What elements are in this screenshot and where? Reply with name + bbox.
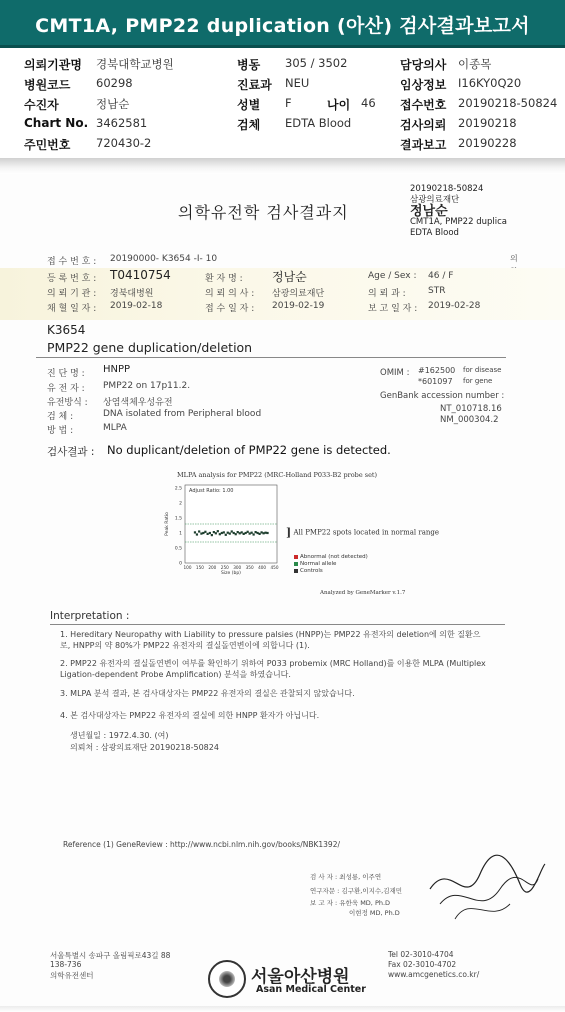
omim-gene-note: for gene: [463, 377, 493, 385]
data-point: [200, 533, 202, 535]
address-line: 의학유전센터: [50, 971, 94, 980]
data-point: [231, 530, 233, 532]
data-point: [260, 531, 262, 533]
x-tick-label: 100: [183, 565, 192, 570]
patient-label: 환 자 명 :: [205, 274, 243, 284]
data-point: [223, 531, 225, 533]
data-point: [233, 532, 235, 534]
address-line: 138-736: [50, 960, 82, 969]
detail-label: 검 체 :: [47, 412, 74, 422]
y-tick-label: 2.5: [174, 486, 182, 492]
detail-value: PMP22 on 17p11.2.: [103, 381, 191, 391]
data-point: [235, 533, 237, 535]
detail-value: DNA isolated from Peripheral blood: [103, 409, 262, 419]
hospital-name-ko: 서울아산병원: [251, 967, 350, 987]
value: 20190228: [458, 136, 517, 150]
legend-swatch: [294, 555, 298, 559]
interp-paragraph: 1. Hereditary Neuropathy with Liability to pressure palsies (HNPP)는 PMP22 유전자의 deletion에 의한 질환으로, HNPP의 약 80%가 PMP22 유전자의 결실돌연변이에 의합니다 (1).: [60, 630, 481, 650]
interp-paragraph: 2. PMP22 유전자의 결실돌연변이 여부를 확인하기 위하여 P033 probemix (MRC Holland)를 이용한 MLPA (Multiplex Ligation-dependent Probe Amplification) 분석을 하였습니다.: [60, 659, 486, 679]
summary-row: [0, 136, 565, 154]
label: 주민번호: [24, 138, 71, 152]
page-bottom-edge: [0, 1006, 565, 1012]
detail-label: 진 단 명 :: [47, 369, 85, 379]
summary-panel: [0, 52, 565, 158]
sample-label-sticker: [410, 184, 507, 239]
data-point: [237, 531, 239, 533]
y-tick-label: 0.5: [174, 546, 182, 552]
value: 이종목: [458, 57, 492, 71]
data-point: [204, 531, 206, 533]
value: 정남순: [96, 97, 130, 111]
label: 병원코드: [24, 78, 71, 92]
data-point: [241, 531, 243, 533]
inst-label: 의 뢰 기 관 :: [47, 289, 97, 299]
receipt-label: 접 수 번 호 :: [47, 257, 97, 267]
test-code: K3654: [47, 323, 86, 337]
dept-value: STR: [428, 286, 446, 296]
divider: [50, 624, 505, 625]
receipt-value: 20190000- K3654 -I- 10: [110, 254, 218, 264]
data-point: [245, 532, 247, 534]
draw-label: 채 혈 일 자 :: [47, 304, 97, 314]
chart-footer: Analyzed by GeneMarker v.1.7: [320, 590, 406, 596]
detail-label: 방 법 :: [47, 426, 74, 436]
data-point: [251, 532, 253, 534]
data-point: [215, 532, 217, 534]
data-point: [213, 531, 215, 533]
value: 3462581: [96, 116, 148, 130]
label: 성별: [237, 98, 261, 112]
omim-gene: *601097: [418, 377, 453, 386]
detail-value: 상염색체우성유전: [103, 398, 173, 408]
data-point: [247, 531, 249, 533]
legend-swatch: [294, 562, 298, 566]
label: 진료과: [237, 78, 272, 92]
hospital-name-en: Asan Medical Center: [256, 984, 366, 995]
interp-paragraph: 3. MLPA 분석 결과, 본 검사대상자는 PMP22 유전자의 결실은 관찰되지 않았습니다.: [60, 689, 355, 698]
data-point: [198, 530, 200, 532]
data-point: [225, 534, 227, 536]
value: 46: [361, 96, 376, 110]
x-tick-label: 450: [270, 565, 279, 570]
data-point: [264, 532, 266, 534]
reg-label: 등 록 번 호 :: [47, 274, 97, 284]
summary-row: [0, 96, 565, 114]
y-tick-label: 1.5: [174, 516, 182, 522]
legend-entry: [294, 554, 368, 561]
x-tick-label: 350: [245, 565, 254, 570]
reg-value: T0410754: [110, 268, 171, 282]
vertical-dept-label: 의: [510, 254, 518, 263]
detail-label: 유 전 자 :: [47, 384, 85, 394]
x-tick-label: 150: [195, 565, 204, 570]
legend-label: Normal allele: [300, 561, 337, 567]
inst-value: 경북대병원: [110, 289, 154, 299]
summary-row: [0, 56, 565, 74]
genbank-acc: NT_010718.16: [440, 404, 502, 414]
omim-disease: #162500: [418, 366, 456, 375]
annotation-text: All PMP22 spots located in normal range: [293, 528, 440, 537]
legend-entry: [294, 561, 368, 568]
staff-line: 연구자문 : 김구환,이지수,김재민: [310, 887, 403, 895]
summary-row: [0, 76, 565, 94]
contact-line: www.amcgenetics.co.kr/: [388, 970, 480, 979]
value: NEU: [285, 76, 310, 90]
sticker-line: 삼광의료재단: [410, 195, 460, 205]
label: 접수번호: [400, 98, 447, 112]
doctor-value: 삼광의료재단: [272, 289, 325, 299]
recv-value: 2019-02-19: [272, 301, 325, 311]
data-point: [262, 532, 264, 534]
label: 나이: [327, 98, 351, 112]
doctor-label: 의 뢰 의 사 :: [205, 289, 255, 299]
label: 담당의사: [400, 58, 447, 72]
address-line: 서울특별시 송파구 올림픽로43길 88: [50, 951, 171, 960]
agesex-value: 46 / F: [428, 271, 454, 281]
omim-label: OMIM :: [380, 368, 410, 378]
report-title: CMT1A, PMP22 duplication (아산) 검사결과보고서: [35, 15, 530, 37]
genbank-label: GenBank accession number :: [380, 391, 505, 401]
inset-label: Adjust Ratio: 1.00: [189, 488, 234, 494]
data-point: [227, 532, 229, 534]
agesex-label: Age / Sex :: [368, 271, 417, 281]
staff-line: 검 사 자 : 최성룡, 이주연: [310, 873, 382, 881]
result-value: No duplicant/deletion of PMP22 gene is detected.: [107, 443, 391, 457]
draw-value: 2019-02-18: [110, 301, 163, 311]
contact-line: Fax 02-3010-4702: [388, 960, 457, 969]
result-row: [47, 443, 391, 459]
label: 의뢰기관명: [24, 58, 82, 72]
summary-row: [0, 116, 565, 134]
y-tick-label: 0: [179, 561, 182, 567]
dept-label: 의 뢰 과 :: [368, 289, 406, 299]
label: 수진자: [24, 98, 59, 112]
value: F: [285, 96, 292, 110]
value: I16KY0Q20: [458, 76, 522, 90]
data-point: [219, 533, 221, 535]
sticker-line: 20190218-50824: [410, 184, 484, 194]
divider: [36, 357, 506, 358]
asan-logo-icon: [208, 960, 246, 998]
data-point: [202, 532, 204, 534]
value: 720430-2: [96, 136, 152, 150]
data-point: [196, 533, 198, 535]
data-point: [258, 533, 260, 535]
detail-value: HNPP: [103, 364, 131, 375]
label: 임상정보: [400, 78, 447, 92]
test-name: PMP22 gene duplication/deletion: [47, 340, 253, 355]
data-point: [253, 533, 255, 535]
chart-title: MLPA analysis for PMP22 (MRC-Holland P033-B2 probe set): [177, 471, 378, 479]
sticker-line: CMT1A, PMP22 duplica: [410, 217, 507, 227]
data-point: [209, 532, 211, 534]
document-title: 의학유전학 검사결과지: [178, 203, 349, 222]
chart-legend: [294, 554, 368, 575]
value: 60298: [96, 76, 133, 90]
x-axis-label: Size (bp): [221, 571, 241, 576]
y-tick-label: 2: [179, 501, 182, 507]
interp-paragraph: 4. 본 검사대상자는 PMP22 유전자의 결실에 의한 HNPP 환자가 아닙니다.: [60, 711, 320, 720]
recv-label: 접 수 일 자 :: [205, 304, 255, 314]
detail-label: 유전방식 :: [47, 398, 88, 408]
detail-value: MLPA: [103, 423, 127, 433]
contact-line: Tel 02-3010-4704: [388, 950, 454, 959]
sticker-line: EDTA Blood: [410, 228, 459, 238]
report-header: [0, 0, 565, 48]
birth-date: 생년월일 : 1972.4.30. (여): [70, 731, 169, 740]
scanned-result-document: [0, 174, 565, 1012]
referrer: 의뢰처 : 삼광의료재단 20190218-50824: [70, 743, 219, 752]
data-point: [211, 534, 213, 536]
data-point: [239, 532, 241, 534]
value: 305 / 3502: [285, 56, 348, 70]
signature: [420, 849, 550, 929]
genbank-acc: NM_000304.2: [440, 415, 499, 425]
sticker-patient-name: 정남순: [410, 204, 448, 219]
data-point: [266, 532, 268, 534]
value: 20190218-50824: [458, 96, 558, 110]
data-point: [257, 532, 259, 534]
x-tick-label: 250: [220, 565, 229, 570]
label: 결과보고: [400, 138, 447, 152]
data-point: [221, 532, 223, 534]
omim-disease-note: for disease: [463, 366, 502, 374]
x-tick-label: 200: [208, 565, 217, 570]
legend-swatch: [294, 569, 298, 573]
data-point: [217, 530, 219, 532]
data-point: [207, 533, 209, 535]
y-axis-label: Peak Ratio: [165, 512, 170, 536]
label: Chart No.: [24, 116, 89, 130]
label: 검체: [237, 118, 261, 132]
interpretation-heading: Interpretation :: [50, 610, 130, 622]
x-tick-label: 400: [258, 565, 267, 570]
result-label: 검사결과 :: [47, 446, 95, 458]
legend-label: Abnormal (not detected): [300, 554, 368, 560]
legend-entry: [294, 568, 368, 575]
staff-line: 이현정 MD, Ph.D: [349, 909, 400, 917]
data-point: [249, 533, 251, 535]
data-point: [243, 533, 245, 535]
staff-line: 보 고 자 : 유한욱 MD, Ph.D: [310, 899, 391, 907]
data-point: [255, 531, 257, 533]
label: 검사의뢰: [400, 118, 447, 132]
y-tick-label: 1: [179, 531, 182, 537]
report-value: 2019-02-28: [428, 301, 481, 311]
report-label: 보 고 일 자 :: [368, 304, 418, 314]
patient-value: 정남순: [272, 270, 307, 284]
value: 경북대학교병원: [96, 57, 174, 71]
reference: Reference (1) GeneReview : http://www.ncbi.nlm.nih.gov/books/NBK1392/: [63, 840, 341, 849]
data-point: [229, 533, 231, 535]
x-tick-label: 300: [233, 565, 242, 570]
legend-label: Controls: [300, 568, 323, 574]
section-divider: [0, 158, 565, 174]
chart-annotation: ] All PMP22 spots located in normal range: [286, 526, 440, 539]
value: EDTA Blood: [285, 116, 352, 130]
data-point: [194, 531, 196, 533]
value: 20190218: [458, 116, 517, 130]
label: 병동: [237, 58, 261, 72]
